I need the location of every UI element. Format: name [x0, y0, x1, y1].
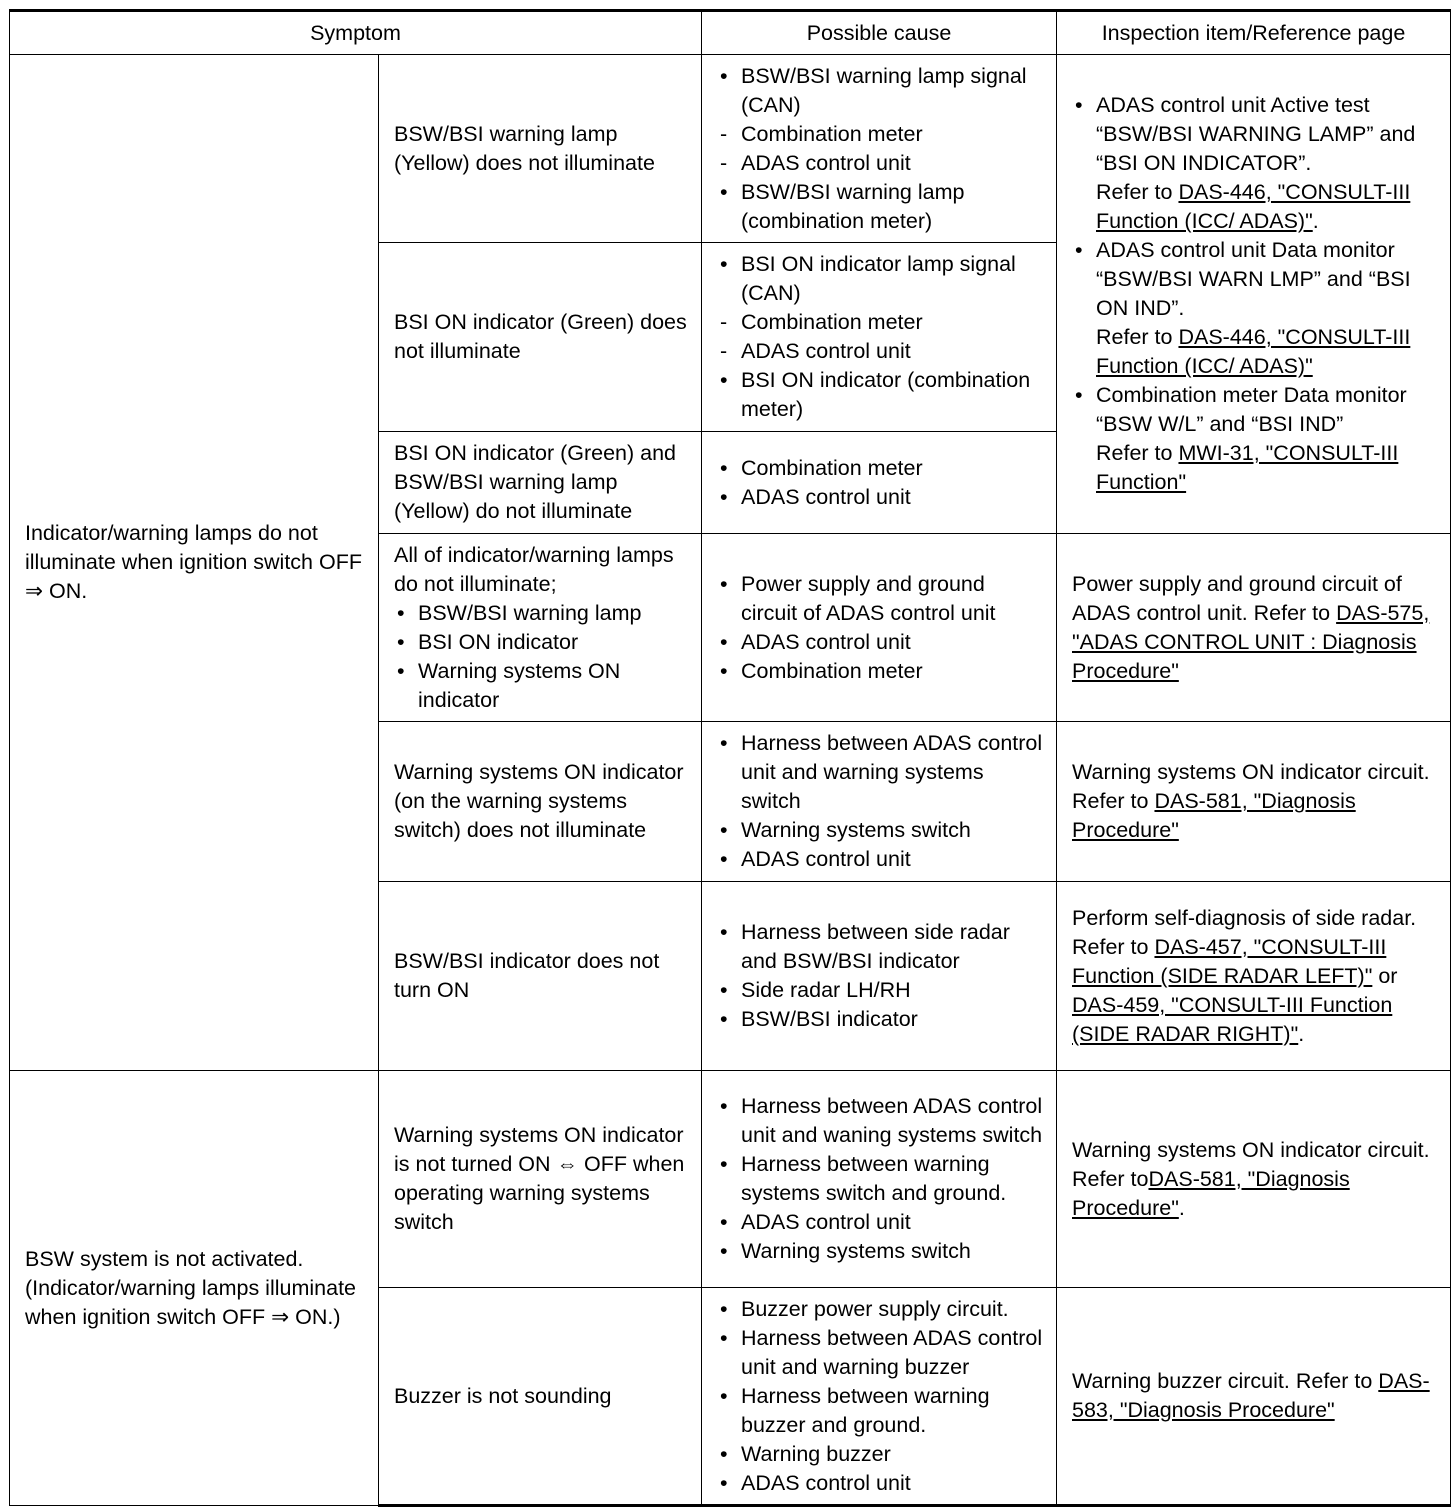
cause-item: • Harness between ADAS control unit and warning buzzer [717, 1324, 1046, 1382]
lamp-list [394, 599, 691, 715]
cause-list [717, 570, 1046, 686]
sub-symptom-cell [379, 534, 702, 722]
cause-item: • BSI ON indicator (combination meter) [717, 366, 1046, 424]
header-inspection-item: Inspection item/Reference page [1057, 11, 1451, 55]
inspection-text: Warning systems ON indicator circuit. [1072, 1137, 1430, 1162]
header-possible-cause: Possible cause [702, 11, 1057, 55]
inspection-text: Perform self-diagnosis of side radar. Refer to [1072, 905, 1417, 959]
inspection-text: ADAS control unit Data monitor “BSW/BSI WARN LMP” and “BSI ON IND”. [1096, 238, 1411, 320]
symptom-table [9, 9, 1451, 1507]
shared-inspection-cell [1057, 55, 1451, 534]
inspection-text: ADAS control unit Active test “BSW/BSI WARNING LAMP” and “BSI ON INDICATOR”. [1096, 93, 1416, 175]
sub-symptom-text: All of indicator/warning lamps do not illuminate; [394, 542, 674, 596]
cause-item: • Harness between ADAS control unit and warning systems switch [717, 729, 1046, 816]
cause-item: • Combination meter [717, 454, 1046, 483]
lamp-item: • BSI ON indicator [394, 628, 691, 657]
cause-list [717, 62, 1046, 236]
cause-list [717, 454, 1046, 512]
reference-link[interactable]: DAS-581, "Diagnosis Procedure" [1072, 789, 1356, 842]
inspection-text: Warning buzzer circuit. Refer to [1072, 1369, 1373, 1393]
cause-item: • Side radar LH/RH [717, 976, 1046, 1005]
cause-item: • Warning buzzer [717, 1440, 1046, 1469]
refer-to-label: Refer to [1096, 325, 1173, 349]
cause-item: • Harness between warning systems switch and ground. [717, 1150, 1046, 1208]
cause-list [717, 729, 1046, 874]
possible-cause-cell [702, 55, 1057, 243]
inspection-item [1072, 381, 1440, 497]
cause-item: • Power supply and ground circuit of ADAS control unit [717, 570, 1046, 628]
inspection-text: Warning systems ON indicator circuit. Refer to [1072, 760, 1430, 813]
sub-symptom-cell: BSW/BSI warning lamp (Yellow) does not illuminate [379, 55, 702, 243]
inspection-end: . [1312, 209, 1319, 233]
cause-item: • Buzzer power supply circuit. [717, 1295, 1046, 1324]
inspection-cell [1057, 722, 1451, 882]
sub-symptom-cell: Warning systems ON indicator is not turned ON ⇔ OFF when operating warning systems switch [379, 1071, 702, 1288]
header-row [10, 11, 1451, 55]
lamp-item: • Warning systems ON indicator [394, 657, 691, 715]
cause-list [717, 1092, 1046, 1266]
cause-item: • Harness between ADAS control unit and waning systems switch [717, 1092, 1046, 1150]
possible-cause-cell [702, 432, 1057, 534]
possible-cause-cell [702, 1071, 1057, 1288]
cause-item: • BSW/BSI indicator [717, 1005, 1046, 1034]
sub-symptom-cell: Warning systems ON indicator (on the warning systems switch) does not illuminate [379, 722, 702, 882]
inspection-text: Power supply and ground circuit of ADAS control unit. Refer to [1072, 571, 1402, 625]
cause-list [717, 918, 1046, 1034]
reference-link[interactable]: DAS-446, "CONSULT-III Function (ICC/ ADAS)" [1096, 325, 1411, 378]
header-symptom: Symptom [10, 11, 702, 55]
inspection-connector: or [1372, 963, 1398, 988]
possible-cause-cell [702, 1288, 1057, 1506]
cause-item: • Harness between side radar and BSW/BSI indicator [717, 918, 1046, 976]
inspection-end: . [1298, 1021, 1305, 1046]
table-row [10, 55, 1451, 243]
refer-to-label: Refer to [1096, 441, 1173, 465]
cause-list [717, 250, 1046, 424]
cause-item: • Harness between warning buzzer and ground. [717, 1382, 1046, 1440]
reference-link[interactable]: DAS-583, "Diagnosis Procedure" [1072, 1369, 1430, 1422]
cause-item: • ADAS control unit [717, 1208, 1046, 1237]
inspection-list [1072, 91, 1440, 497]
inspection-cell [1057, 1288, 1451, 1506]
symptom-group-cell: Indicator/warning lamps do not illuminate when ignition switch OFF ⇒ ON. [10, 55, 379, 1071]
sub-symptom-cell: Buzzer is not sounding [379, 1288, 702, 1506]
lamp-item: • BSW/BSI warning lamp [394, 599, 691, 628]
inspection-item [1072, 236, 1440, 381]
inspection-text: Combination meter Data monitor “BSW W/L” and “BSI IND” [1096, 383, 1407, 436]
reference-link[interactable]: DAS-459, "CONSULT-III Function (SIDE RADAR RIGHT)" [1072, 992, 1393, 1046]
inspection-cell [1057, 534, 1451, 722]
reference-link[interactable]: MWI-31, "CONSULT-III Function" [1096, 441, 1399, 494]
sub-symptom-cell: BSI ON indicator (Green) does not illuminate [379, 243, 702, 432]
sub-symptom-cell: BSI ON indicator (Green) and BSW/BSI warning lamp (Yellow) do not illuminate [379, 432, 702, 534]
reference-link[interactable]: DAS-457, "CONSULT-III Function (SIDE RADAR LEFT)" [1072, 934, 1387, 988]
inspection-cell [1057, 1071, 1451, 1288]
reference-link[interactable]: DAS-575, "ADAS CONTROL UNIT : Diagnosis Procedure" [1072, 600, 1430, 683]
reference-link[interactable]: DAS-581, "Diagnosis Procedure" [1072, 1166, 1350, 1220]
refer-to-label: Refer to [1096, 180, 1173, 204]
inspection-end: . [1178, 1195, 1185, 1220]
cause-item: • ADAS control unit [717, 1469, 1046, 1498]
cause-item: • BSW/BSI warning lamp (combination meter) [717, 178, 1046, 236]
cause-item: • ADAS control unit [717, 483, 1046, 512]
cause-item: • Warning systems switch [717, 1237, 1046, 1266]
sub-symptom-cell: BSW/BSI indicator does not turn ON [379, 882, 702, 1071]
cause-item: • Warning systems switch [717, 816, 1046, 845]
possible-cause-cell [702, 243, 1057, 432]
possible-cause-cell [702, 722, 1057, 882]
cause-list [717, 1295, 1046, 1498]
inspection-cell [1057, 882, 1451, 1071]
cause-item: • ADAS control unit [717, 628, 1046, 657]
symptom-group-cell: BSW system is not activated. (Indicator/warning lamps illuminate when ignition switch OFF ⇒ ON.) [10, 1071, 379, 1506]
table-row [10, 1071, 1451, 1288]
cause-sub-item: - ADAS control unit [717, 337, 1046, 366]
cause-sub-item: - Combination meter [717, 308, 1046, 337]
cause-item: • BSW/BSI warning lamp signal (CAN) [717, 62, 1046, 120]
reference-link[interactable]: DAS-446, "CONSULT-III Function (ICC/ ADAS)" [1096, 180, 1411, 233]
cause-sub-item: - ADAS control unit [717, 149, 1046, 178]
possible-cause-cell [702, 534, 1057, 722]
refer-to-label: Refer to [1072, 1166, 1149, 1191]
cause-sub-item: - Combination meter [717, 120, 1046, 149]
cause-item: • BSI ON indicator lamp signal (CAN) [717, 250, 1046, 308]
cause-item: • ADAS control unit [717, 845, 1046, 874]
possible-cause-cell [702, 882, 1057, 1071]
diagnosis-table-page [9, 9, 1450, 1507]
inspection-item [1072, 91, 1440, 236]
cause-item: • Combination meter [717, 657, 1046, 686]
